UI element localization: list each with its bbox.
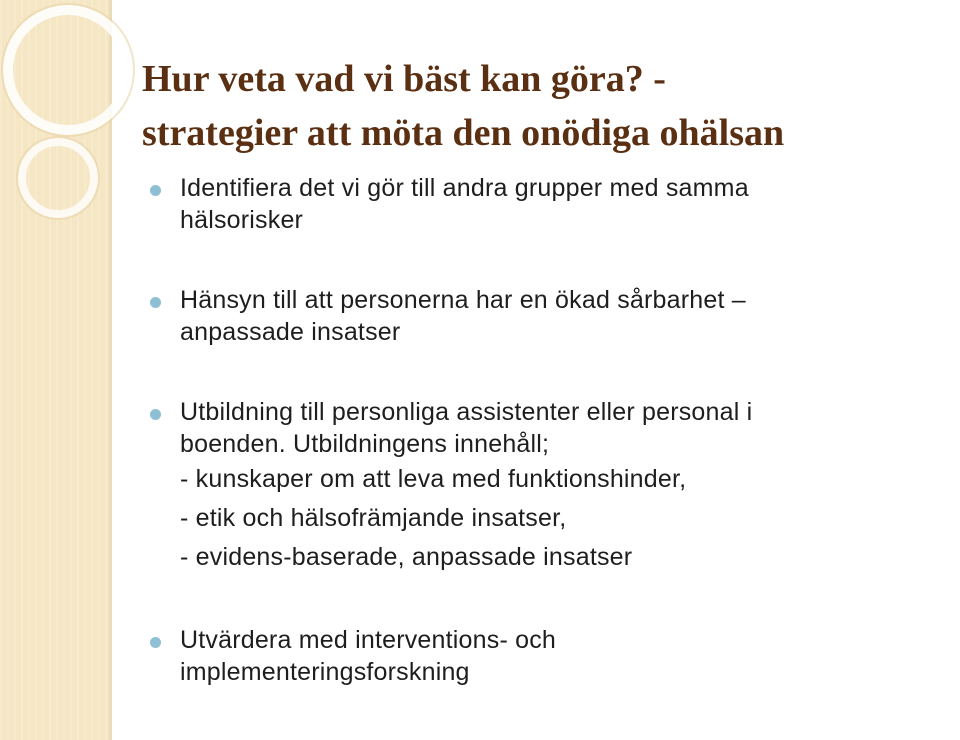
deco-circle-shadow-large (2, 4, 134, 136)
sub-item-3: - evidens-baserade, anpassade insatser (180, 543, 633, 571)
title-line-2: strategier att möta den onödiga ohälsan (142, 112, 785, 154)
bullet-text-3 (180, 396, 950, 577)
bullet-1-line-2: hälsorisker (180, 206, 304, 234)
deco-circle-shadow-small (17, 137, 99, 219)
sub-item-1: - kunskaper om att leva med funktionshinder, (180, 465, 687, 493)
bullet-text-2 (180, 284, 950, 348)
bullet-2-line-2: anpassade insatser (180, 318, 401, 346)
bullet-2-line-1: Hänsyn till att personerna har en ökad sårbarhet – (180, 286, 746, 314)
bullet-3-line-1: Utbildning till personliga assistenter eller personal i (180, 398, 753, 426)
slide-title (142, 52, 952, 160)
bullet-dot-icon (150, 409, 161, 420)
deco-circle-large (8, 10, 128, 130)
bullet-4-line-2: implementeringsforskning (180, 658, 470, 686)
bullet-dot-icon (150, 637, 161, 648)
deco-circle-small (22, 142, 94, 214)
bullet-text-4 (180, 624, 950, 688)
sub-list (180, 460, 950, 577)
title-line-1: Hur veta vad vi bäst kan göra? - (142, 58, 666, 100)
bullet-text-1 (180, 172, 950, 236)
bullet-1-line-1: Identifiera det vi gör till andra grupper med samma (180, 174, 749, 202)
bullet-dot-icon (150, 185, 161, 196)
bullet-3-line-2: boenden. Utbildningens innehåll; (180, 430, 550, 458)
bullet-4-line-1: Utvärdera med interventions- och (180, 626, 557, 654)
bullet-dot-icon (150, 297, 161, 308)
sub-item-2: - etik och hälsofrämjande insatser, (180, 504, 567, 532)
